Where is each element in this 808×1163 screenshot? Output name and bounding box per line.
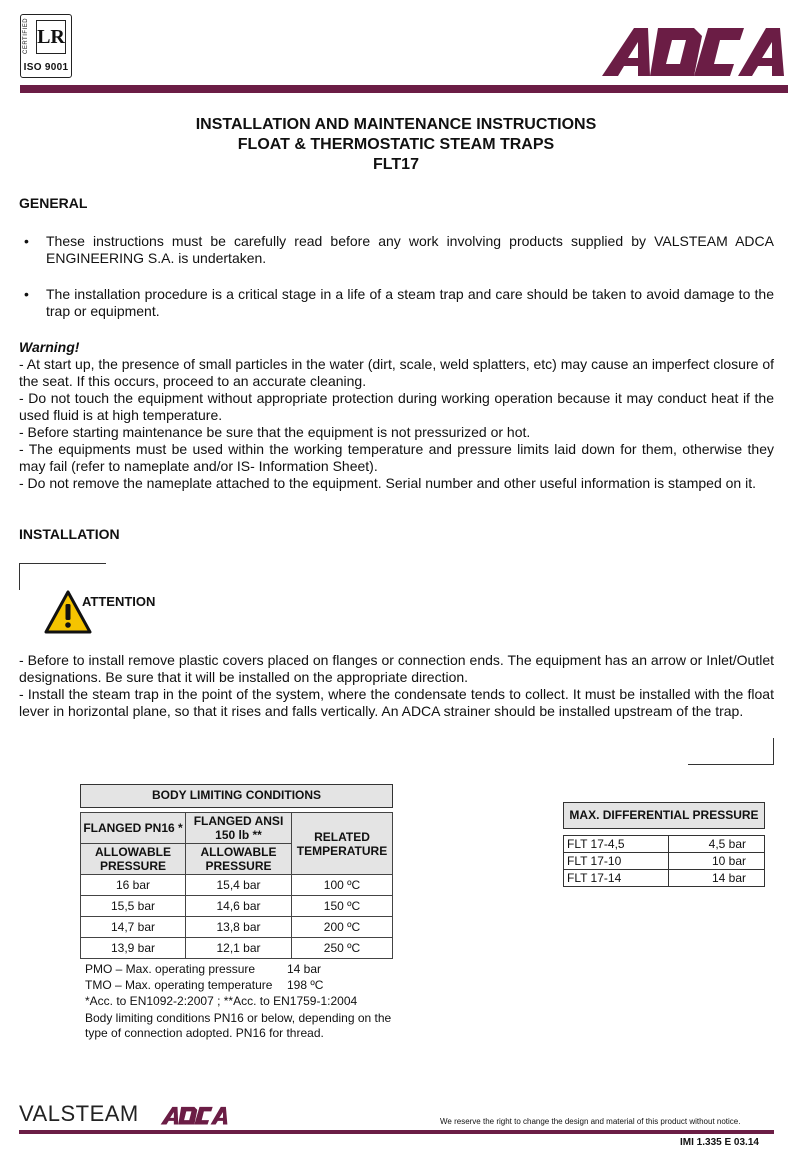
col-header-ansi: FLANGED ANSI 150 lb ** xyxy=(186,813,292,844)
table-cell: 14,7 bar xyxy=(81,917,186,938)
body-limits-title: BODY LIMITING CONDITIONS xyxy=(80,784,393,808)
pmo-label: PMO – Max. operating pressure xyxy=(85,962,256,976)
attention-label: ATTENTION xyxy=(82,594,156,609)
max-diff-title: MAX. DIFFERENTIAL PRESSURE xyxy=(563,802,765,829)
warning-line-1: - At start up, the presence of small particles in the water (dirt, scale, weld splatters, etc) may cause an imperfect closure of the seat. If this occurs, proceed to an accurate cleaning. xyxy=(19,356,774,389)
table-cell: 15,5 bar xyxy=(81,896,186,917)
body-limits-note: Body limiting conditions PN16 or below, depending on the type of connection adopted. PN16 for thread. xyxy=(85,1011,392,1040)
body-limits-table xyxy=(80,812,393,959)
table-cell: 13,9 bar xyxy=(81,938,186,959)
col-header-temperature: RELATED TEMPERATURE xyxy=(292,813,393,875)
installation-heading: INSTALLATION xyxy=(19,526,120,542)
max-diff-table xyxy=(563,835,765,887)
footer-adca-logo xyxy=(159,1104,229,1126)
model-cell: FLT 17-10 xyxy=(564,853,669,870)
table-cell: 16 bar xyxy=(81,875,186,896)
table-row xyxy=(81,917,393,938)
document-reference: IMI 1.335 E 03.14 xyxy=(680,1137,759,1148)
adca-logo xyxy=(598,20,788,80)
table-row xyxy=(81,938,393,959)
tmo-value: 198 ºC xyxy=(287,978,324,992)
table-cell: 15,4 bar xyxy=(186,875,292,896)
col-subheader-pressure-2: ALLOWABLE PRESSURE xyxy=(186,844,292,875)
warning-line-3: - Before starting maintenance be sure that the equipment is not pressurized or hot. xyxy=(19,424,531,440)
table-cell: 14,6 bar xyxy=(186,896,292,917)
table-row xyxy=(564,870,765,887)
table-row xyxy=(564,836,765,853)
table-row xyxy=(81,875,393,896)
title-line-2: FLOAT & THERMOSTATIC STEAM TRAPS xyxy=(237,136,555,153)
pressure-cell: 10 bar xyxy=(668,853,764,870)
general-bullet-1: These instructions must be carefully read before any work involving products supplied by VALSTEAM ADCA ENGINEERING S.A. is undertaken. xyxy=(46,233,774,266)
bullet-dot: • xyxy=(24,233,29,249)
footer-notice: We reserve the right to change the design and material of this product without notice. xyxy=(440,1117,741,1126)
header-band xyxy=(20,85,788,93)
warning-line-5: - Do not remove the nameplate attached to the equipment. Serial number and other useful information is stamped on it. xyxy=(19,475,756,491)
table-row xyxy=(564,853,765,870)
title-line-1: INSTALLATION AND MAINTENANCE INSTRUCTIONS xyxy=(195,116,597,133)
col-header-pn16: FLANGED PN16 * xyxy=(81,813,186,844)
pmo-value: 14 bar xyxy=(287,962,322,976)
warning-line-2: - Do not touch the equipment without appropriate protection during working operation because it may conduct heat if the used fluid is at high temperature. xyxy=(19,390,774,423)
tmo-label: TMO – Max. operating temperature xyxy=(85,978,273,992)
warning-line-4: - The equipments must be used within the working temperature and pressure limits laid down for them, otherwise they may fail (refer to nameplate and/or IS- Information Sheet). xyxy=(19,441,774,474)
table-cell: 250 ºC xyxy=(292,938,393,959)
model-cell: FLT 17-4,5 xyxy=(564,836,669,853)
installation-line-1: - Before to install remove plastic covers placed on flanges or connection ends. The equipment has an arrow or Inlet/Outlet designations. Be sure that it will be installed on the appropriate direction. xyxy=(19,652,774,685)
table-cell: 150 ºC xyxy=(292,896,393,917)
warning-title: Warning! xyxy=(19,339,80,355)
iso-label: ISO 9001 xyxy=(23,62,69,73)
col-subheader-pressure-1: ALLOWABLE PRESSURE xyxy=(81,844,186,875)
installation-line-2: - Install the steam trap in the point of the system, where the condensate tends to collect. It must be installed with the float lever in horizontal plane, so that it rises and falls vertically. An ADCA strainer should be installed upstream of the trap. xyxy=(19,686,774,719)
table-cell: 200 ºC xyxy=(292,917,393,938)
valsteam-logo: VALSTEAM xyxy=(19,1101,139,1126)
table-cell: 13,8 bar xyxy=(186,917,292,938)
bullet-dot: • xyxy=(24,286,29,302)
pressure-cell: 14 bar xyxy=(668,870,764,887)
pressure-cell: 4,5 bar xyxy=(668,836,764,853)
title-line-3: FLT17 xyxy=(373,156,419,173)
footer-band xyxy=(19,1130,774,1134)
general-heading: GENERAL xyxy=(19,195,88,211)
table-cell: 100 ºC xyxy=(292,875,393,896)
certified-label: CERTIFIED xyxy=(23,17,29,54)
model-cell: FLT 17-14 xyxy=(564,870,669,887)
general-bullet-2: The installation procedure is a critical stage in a life of a steam trap and care should be taken to avoid damage to the trap or equipment. xyxy=(46,286,774,319)
bracket-top-left xyxy=(19,563,106,590)
lr-logo: LR xyxy=(36,20,66,54)
acc-note: *Acc. to EN1092-2:2007 ; **Acc. to EN1759-1:2004 xyxy=(85,994,358,1008)
table-cell: 12,1 bar xyxy=(186,938,292,959)
table-row xyxy=(81,896,393,917)
bracket-bottom-right xyxy=(688,738,774,765)
